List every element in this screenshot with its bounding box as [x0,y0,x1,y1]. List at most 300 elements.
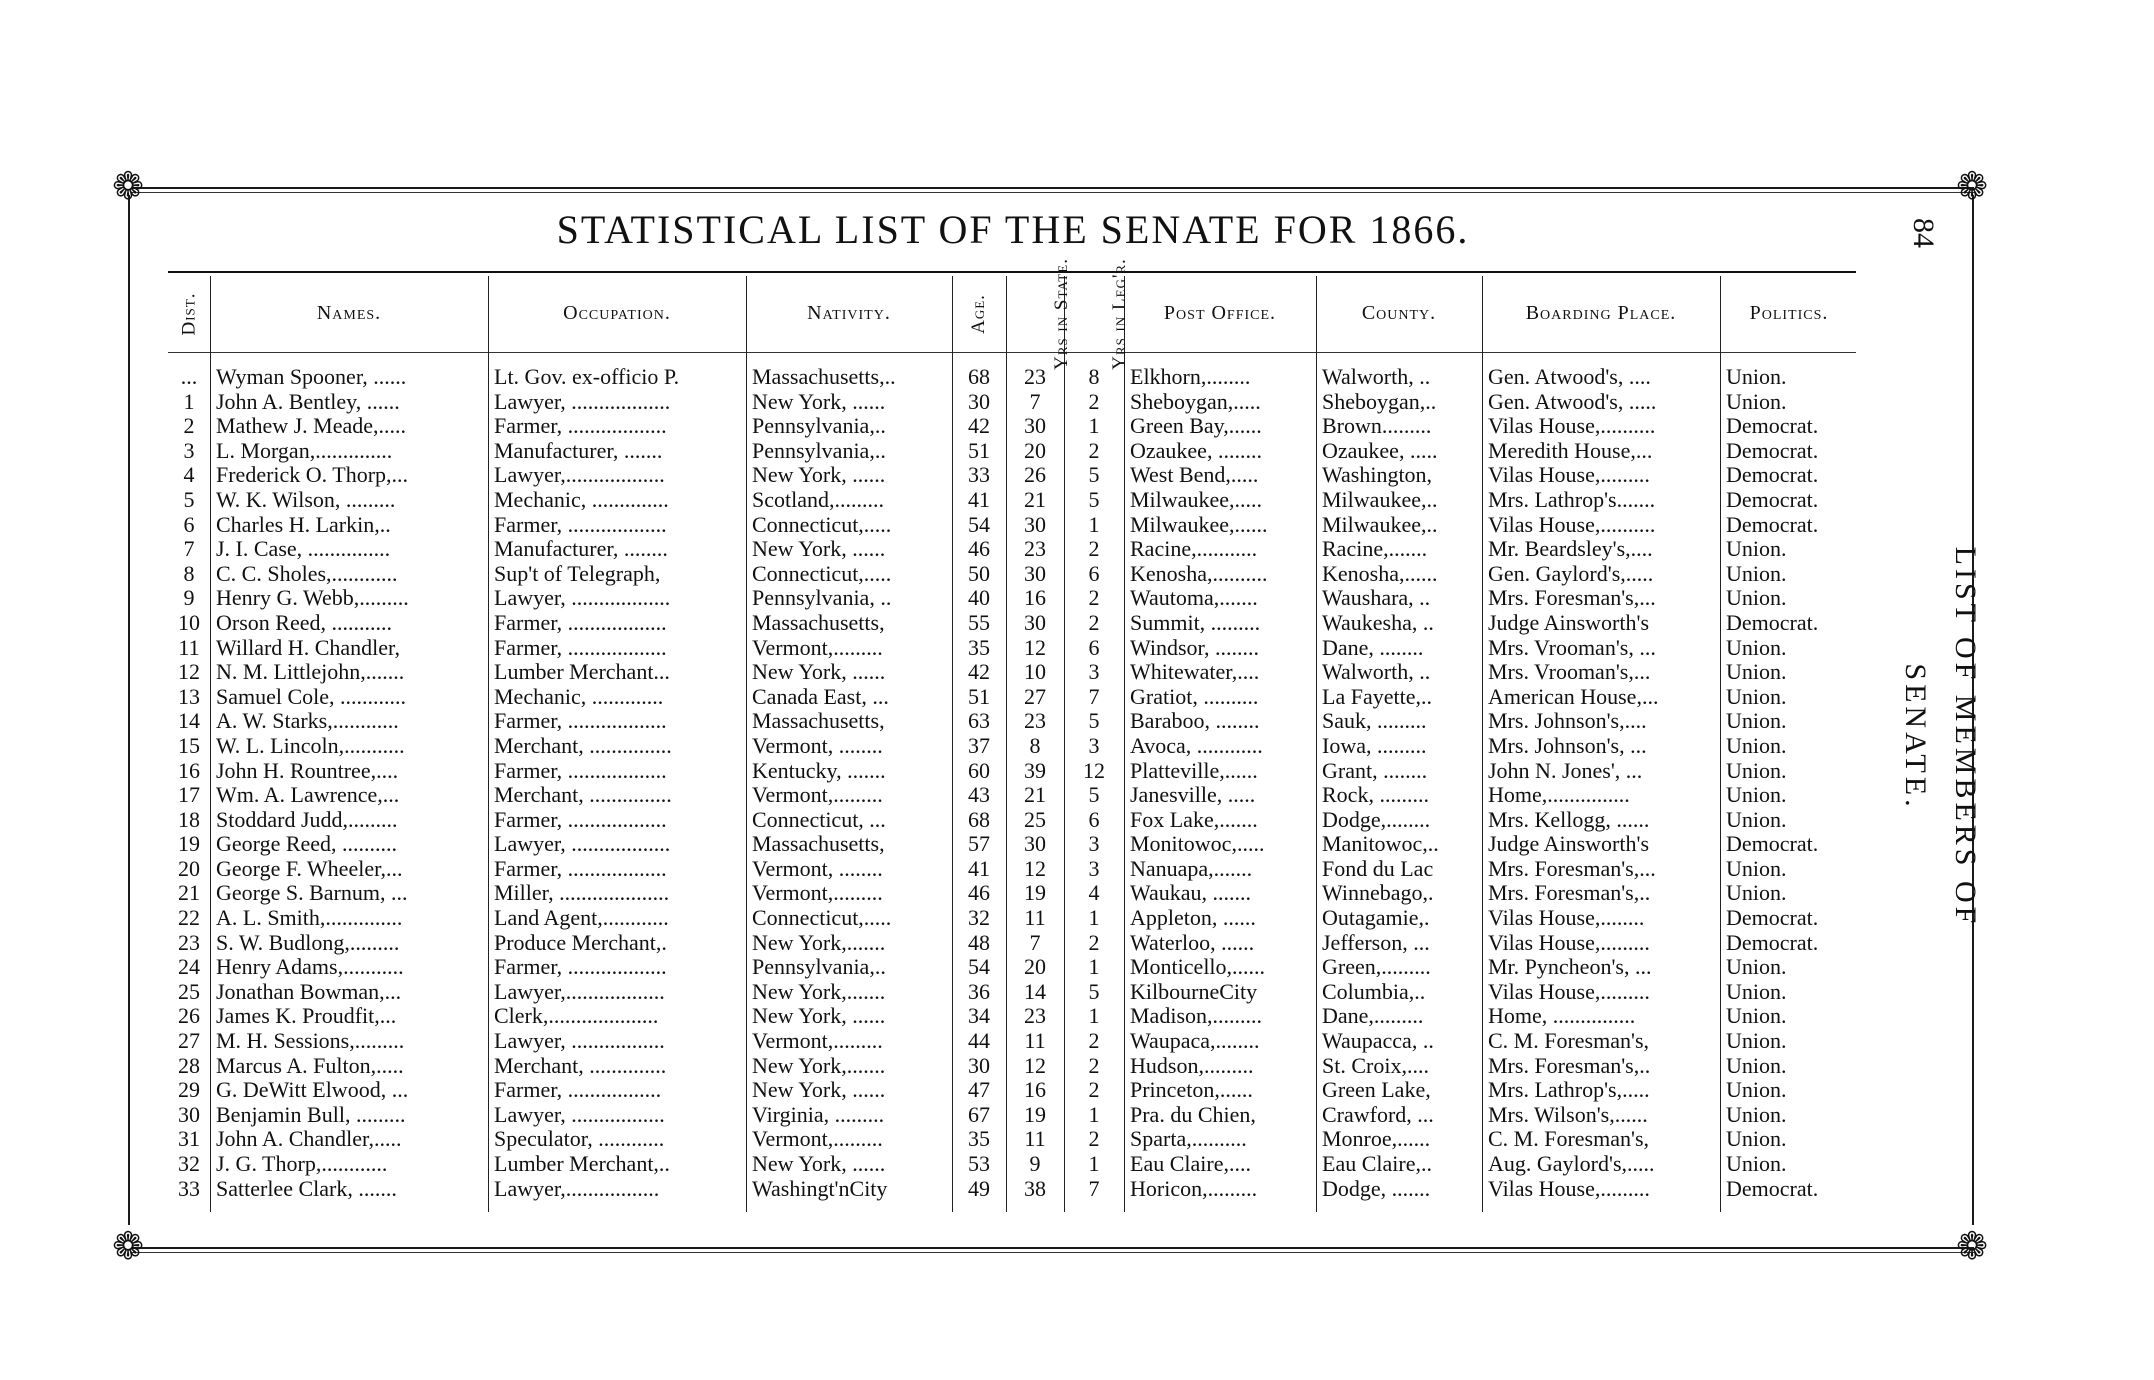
cell-post-office: Madison,......... [1130,1004,1262,1029]
cell-politics: Democrat. [1726,487,1819,512]
cell-yrs-in-leg: 2 [1088,1029,1100,1054]
senate-table [168,257,1858,1201]
cell-politics: Union. [1726,856,1787,881]
table-row [168,931,1858,956]
cell-occupation: Produce Merchant,. [494,930,667,955]
cell-name: Wyman Spooner, ...... [216,364,407,389]
cell-post-office: Green Bay,...... [1130,414,1262,439]
cell-dist: 18 [178,807,200,832]
cell-post-office: Eau Claire,.... [1130,1152,1251,1176]
cell-dist: 33 [178,1176,200,1201]
cell-age: 48 [968,930,990,955]
cell-politics: Union. [1726,807,1787,832]
cell-county: Racine,....... [1322,537,1428,562]
cell-dist: 9 [183,586,195,611]
cell-yrs-in-leg: 2 [1088,1078,1100,1103]
cell-yrs-in-state: 19 [1024,1102,1046,1127]
cell-dist: 4 [183,463,195,488]
cell-yrs-in-leg: 4 [1088,881,1100,906]
table-row [168,783,1858,808]
cell-yrs-in-state: 23 [1024,709,1046,734]
cell-dist: 30 [178,1102,200,1127]
page-title: STATISTICAL LIST OF THE SENATE FOR 1866. [556,207,1470,252]
table-row [168,586,1858,611]
cell-yrs-in-state: 23 [1024,537,1046,562]
cell-dist: 19 [178,832,200,857]
table-row [168,1152,1858,1177]
cell-post-office: Windsor, ........ [1130,635,1260,660]
cell-dist: 32 [178,1152,200,1176]
cell-yrs-in-state: 27 [1024,684,1046,709]
cell-county: Rock, ......... [1322,783,1429,808]
cell-county: Sheboygan,.. [1322,389,1437,414]
cell-yrs-in-leg: 6 [1088,807,1100,832]
cell-politics: Union. [1726,660,1787,685]
cell-dist: 20 [178,856,200,881]
cell-yrs-in-leg: 1 [1088,1152,1100,1176]
cell-yrs-in-leg: 5 [1088,487,1100,512]
cell-boarding-place: Mrs. Johnson's,.... [1488,709,1647,734]
cell-nativity: Connecticut,..... [752,512,892,537]
cell-politics: Democrat. [1726,906,1819,931]
cell-age: 67 [968,1102,990,1127]
cell-yrs-in-state: 12 [1024,856,1046,881]
cell-county: Green Lake, [1322,1078,1431,1103]
table-row [168,1177,1858,1202]
table-row [168,513,1858,538]
cell-post-office: Hudson,......... [1130,1053,1254,1078]
cell-yrs-in-leg: 1 [1088,512,1100,537]
cell-post-office: Waupaca,........ [1130,1029,1260,1054]
cell-boarding-place: Judge Ainsworth's [1488,610,1650,635]
cell-occupation: Lawyer, ................. [494,1029,665,1054]
cell-yrs-in-state: 39 [1024,758,1046,783]
cell-yrs-in-state: 19 [1024,881,1046,906]
table-row [168,1054,1858,1079]
cell-yrs-in-leg: 1 [1088,1004,1100,1029]
table-row [168,390,1858,415]
cell-nativity: Pennsylvania,.. [752,414,886,439]
cell-county: Eau Claire,.. [1322,1152,1432,1176]
cell-yrs-in-state: 11 [1024,1127,1046,1152]
corner-ornament-icon: ❁ [1956,166,1988,208]
cell-occupation: Clerk,.................... [494,1004,659,1029]
cell-county: Dane, ........ [1322,635,1424,660]
cell-occupation: Sup't of Telegraph, [494,561,661,586]
cell-name: Willard H. Chandler, [216,635,400,660]
cell-county: Fond du Lac [1322,856,1434,881]
cell-dist: 3 [183,438,195,463]
cell-age: 54 [968,512,990,537]
cell-name: Henry G. Webb,......... [216,586,409,611]
cell-nativity: New York, ...... [752,1078,886,1103]
cell-occupation: Speculator, ............ [494,1127,665,1152]
cell-county: St. Croix,.... [1322,1053,1429,1078]
cell-yrs-in-state: 11 [1024,1029,1046,1054]
cell-yrs-in-leg: 2 [1088,1127,1100,1152]
cell-age: 44 [968,1029,990,1054]
column-header-post-office: Post Office. [1163,301,1277,324]
cell-name: Frederick O. Thorp,... [216,463,409,488]
cell-age: 41 [968,487,990,512]
cell-age: 43 [968,783,990,808]
table-row [168,1004,1858,1029]
cell-post-office: Summit, ......... [1130,610,1261,635]
cell-politics: Union. [1726,635,1787,660]
table-row [168,562,1858,587]
cell-age: 30 [968,389,990,414]
cell-boarding-place: Aug. Gaylord's,..... [1488,1152,1655,1176]
cell-name: Satterlee Clark, ....... [216,1176,397,1201]
cell-dist: 11 [178,635,200,660]
cell-dist: 10 [178,610,200,635]
cell-boarding-place: Vilas House,......... [1488,930,1650,955]
cell-politics: Union. [1726,586,1787,611]
cell-name: Mathew J. Meade,..... [216,414,407,439]
cell-boarding-place: Mrs. Foresman's,... [1488,856,1656,881]
cell-boarding-place: Mrs. Lathrop's,..... [1488,1078,1650,1103]
cell-yrs-in-state: 8 [1029,733,1041,758]
cell-yrs-in-state: 30 [1024,414,1046,439]
column-header-age: Age. [968,293,989,334]
table-row [168,537,1858,562]
cell-occupation: Manufacturer, ........ [494,537,668,562]
cell-dist: 21 [178,881,200,906]
cell-boarding-place: Gen. Atwood's, .... [1488,364,1651,389]
cell-yrs-in-leg: 1 [1088,955,1100,980]
cell-yrs-in-leg: 5 [1088,979,1100,1004]
column-header-politics: Politics. [1749,301,1829,324]
cell-occupation: Lumber Merchant... [494,660,670,685]
cell-county: Washington, [1322,463,1433,488]
cell-post-office: Fox Lake,....... [1130,807,1258,832]
cell-county: Walworth, .. [1322,660,1431,685]
cell-name: J. G. Thorp,............ [216,1152,388,1176]
cell-county: Kenosha,...... [1322,561,1438,586]
cell-occupation: Lawyer,.................. [494,463,665,488]
cell-post-office: Waukau, ....... [1130,881,1252,906]
cell-dist: 12 [178,660,200,685]
cell-age: 53 [968,1152,990,1176]
cell-age: 63 [968,709,990,734]
cell-yrs-in-leg: 3 [1088,832,1100,857]
cell-name: John A. Chandler,..... [216,1127,402,1152]
cell-dist: 15 [178,733,200,758]
cell-yrs-in-leg: 2 [1088,389,1100,414]
cell-nativity: Vermont, ........ [752,856,883,881]
frame-left-rule [128,195,130,1225]
cell-nativity: New York,....... [752,979,886,1004]
cell-occupation: Farmer, .................. [494,414,667,439]
cell-nativity: Vermont, ........ [752,733,883,758]
cell-yrs-in-leg: 6 [1088,635,1100,660]
column-header-county: County. [1361,301,1437,324]
cell-yrs-in-state: 21 [1024,783,1046,808]
cell-county: Jefferson, ... [1322,930,1430,955]
cell-dist: 2 [183,414,195,439]
cell-nativity: Pennsylvania,.. [752,955,886,980]
table-row [168,611,1858,636]
cell-yrs-in-leg: 7 [1088,684,1100,709]
cell-boarding-place: Mrs. Foresman's,.. [1488,881,1651,906]
cell-post-office: Monitowoc,..... [1130,832,1265,857]
cell-politics: Union. [1726,733,1787,758]
cell-yrs-in-leg: 5 [1088,709,1100,734]
cell-politics: Union. [1726,684,1787,709]
cell-age: 37 [968,733,990,758]
cell-yrs-in-state: 23 [1024,1004,1046,1029]
cell-dist: 28 [178,1053,200,1078]
cell-yrs-in-state: 30 [1024,832,1046,857]
cell-post-office: Nanuapa,....... [1130,856,1253,881]
cell-boarding-place: Mrs. Lathrop's....... [1488,487,1656,512]
table-row [168,709,1858,734]
cell-boarding-place: Mrs. Vrooman's,... [1488,660,1651,685]
cell-boarding-place: Mrs. Foresman's,... [1488,586,1656,611]
cell-occupation: Miller, .................... [494,881,670,906]
cell-county: Milwaukee,.. [1322,512,1438,537]
cell-politics: Democrat. [1726,832,1819,857]
column-header-dist: Dist. [178,292,200,335]
cell-occupation: Farmer, .................. [494,635,667,660]
cell-name: W. L. Lincoln,........... [216,733,405,758]
cell-yrs-in-leg: 6 [1088,561,1100,586]
cell-name: James K. Proudfit,... [216,1004,397,1029]
cell-occupation: Lawyer, .................. [494,586,671,611]
cell-yrs-in-state: 11 [1024,906,1046,931]
cell-boarding-place: C. M. Foresman's, [1488,1029,1650,1054]
cell-yrs-in-state: 16 [1024,1078,1046,1103]
cell-yrs-in-leg: 5 [1088,463,1100,488]
table-row [168,734,1858,759]
cell-dist: 26 [178,1004,200,1029]
cell-age: 46 [968,537,990,562]
cell-name: A. L. Smith,.............. [216,906,403,931]
cell-occupation: Farmer, .................. [494,955,667,980]
cell-post-office: Milwaukee,...... [1130,512,1268,537]
cell-post-office: Pra. du Chien, [1130,1102,1256,1127]
table-row [168,685,1858,710]
column-header-boarding-place: Boarding Place. [1525,301,1677,324]
table-row [168,463,1858,488]
table-row [168,857,1858,882]
cell-county: Waukesha, .. [1322,610,1434,635]
cell-occupation: Farmer, .................. [494,512,667,537]
cell-nativity: Pennsylvania, .. [752,586,892,611]
cell-politics: Union. [1726,1053,1787,1078]
corner-ornament-icon: ❁ [112,166,144,208]
cell-name: Jonathan Bowman,... [216,979,402,1004]
cell-yrs-in-state: 25 [1024,807,1046,832]
cell-county: Columbia,.. [1322,979,1426,1004]
cell-occupation: Mechanic, ............. [494,684,664,709]
cell-occupation: Lawyer, .................. [494,389,671,414]
corner-ornament-icon: ❁ [1956,1226,1988,1268]
cell-age: 47 [968,1078,990,1103]
cell-politics: Union. [1726,955,1787,980]
cell-yrs-in-leg: 2 [1088,537,1100,562]
cell-yrs-in-leg: 2 [1088,438,1100,463]
cell-nativity: Massachusetts,.. [752,364,896,389]
cell-age: 50 [968,561,990,586]
table-row [168,1127,1858,1152]
cell-politics: Union. [1726,1152,1787,1176]
cell-boarding-place: Mr. Pyncheon's, ... [1488,955,1652,980]
cell-yrs-in-state: 30 [1024,610,1046,635]
cell-politics: Union. [1726,364,1787,389]
cell-county: Waupacca, .. [1322,1029,1434,1054]
cell-post-office: Sparta,.......... [1130,1127,1247,1152]
cell-post-office: KilbourneCity [1130,979,1258,1004]
cell-politics: Union. [1726,389,1787,414]
cell-dist: 22 [178,906,200,931]
cell-county: Outagamie,. [1322,906,1430,931]
cell-occupation: Lt. Gov. ex-officio P. [494,364,680,389]
cell-dist: 8 [183,561,195,586]
cell-age: 57 [968,832,990,857]
table-row [168,636,1858,661]
cell-yrs-in-state: 14 [1024,979,1046,1004]
cell-occupation: Manufacturer, ....... [494,438,663,463]
cell-post-office: Ozaukee, ........ [1130,438,1262,463]
cell-yrs-in-state: 26 [1024,463,1046,488]
cell-post-office: Monticello,...... [1130,955,1266,980]
cell-yrs-in-state: 12 [1024,635,1046,660]
cell-politics: Democrat. [1726,930,1819,955]
cell-county: Dodge,........ [1322,807,1431,832]
cell-county: Iowa, ......... [1322,733,1427,758]
cell-boarding-place: Home,............... [1488,783,1630,808]
column-header-names: Names. [316,301,382,324]
page-number: 84 [1907,218,1940,248]
cell-yrs-in-leg: 8 [1088,364,1100,389]
cell-age: 55 [968,610,990,635]
cell-yrs-in-leg: 5 [1088,783,1100,808]
cell-boarding-place: Mrs. Foresman's,.. [1488,1053,1651,1078]
cell-county: Winnebago,. [1322,881,1434,906]
cell-county: Dane,......... [1322,1004,1424,1029]
cell-occupation: Farmer, .................. [494,709,667,734]
cell-boarding-place: Mr. Beardsley's,.... [1488,537,1653,562]
cell-boarding-place: American House,... [1488,684,1659,709]
cell-nativity: New York, ...... [752,389,886,414]
cell-age: 32 [968,906,990,931]
cell-politics: Union. [1726,709,1787,734]
cell-post-office: Baraboo, ........ [1130,709,1260,734]
cell-post-office: Avoca, ............ [1130,733,1263,758]
table-row [168,1078,1858,1103]
cell-name: Benjamin Bull, ......... [216,1102,406,1127]
table-row [168,414,1858,439]
cell-dist: 25 [178,979,200,1004]
cell-yrs-in-leg: 3 [1088,733,1100,758]
cell-county: Brown......... [1322,414,1432,439]
cell-post-office: Whitewater,.... [1130,660,1260,685]
cell-county: Milwaukee,.. [1322,487,1438,512]
cell-politics: Union. [1726,537,1787,562]
cell-nativity: Washingt'nCity [752,1176,888,1201]
cell-boarding-place: Mrs. Wilson's,...... [1488,1102,1648,1127]
cell-age: 51 [968,438,990,463]
cell-post-office: Milwaukee,..... [1130,487,1262,512]
cell-name: N. M. Littlejohn,....... [216,660,405,685]
cell-name: M. H. Sessions,......... [216,1029,405,1054]
cell-name: S. W. Budlong,......... [216,930,400,955]
frame-bottom-rule [132,1247,1974,1249]
column-header-yrs-in-leg: Yrs in Leg'r. [1108,257,1130,370]
cell-age: 68 [968,807,990,832]
cell-boarding-place: Mrs. Vrooman's, ... [1488,635,1656,660]
cell-name: Marcus A. Fulton,..... [216,1053,404,1078]
cell-yrs-in-state: 30 [1024,561,1046,586]
cell-name: George S. Barnum, ... [216,881,408,906]
cell-age: 41 [968,856,990,881]
cell-county: Walworth, .. [1322,364,1431,389]
cell-dist: 13 [178,684,200,709]
cell-yrs-in-state: 9 [1029,1152,1041,1176]
cell-nativity: Kentucky, ....... [752,758,886,783]
cell-age: 40 [968,586,990,611]
cell-nativity: Massachusetts, [752,832,885,857]
cell-age: 30 [968,1053,990,1078]
cell-nativity: Massachusetts, [752,610,885,635]
cell-boarding-place: Mrs. Johnson's, ... [1488,733,1647,758]
column-header-occupation: Occupation. [563,301,671,324]
cell-yrs-in-state: 7 [1029,389,1041,414]
cell-nativity: New York, ...... [752,660,886,685]
cell-occupation: Merchant, ............... [494,733,672,758]
cell-nativity: Vermont,......... [752,783,883,808]
cell-politics: Union. [1726,881,1787,906]
cell-county: Grant, ........ [1322,758,1428,783]
cell-nativity: Vermont,......... [752,1029,883,1054]
frame-top-rule [132,187,1974,189]
table-row [168,660,1858,685]
cell-post-office: Waterloo, ...... [1130,930,1255,955]
cell-nativity: Vermont,......... [752,635,883,660]
cell-dist: 6 [183,512,195,537]
cell-yrs-in-leg: 2 [1088,586,1100,611]
cell-yrs-in-leg: 1 [1088,1102,1100,1127]
cell-yrs-in-leg: 1 [1088,414,1100,439]
table-row [168,439,1858,464]
cell-nativity: Connecticut,..... [752,906,892,931]
table-row [168,881,1858,906]
cell-age: 42 [968,660,990,685]
cell-occupation: Farmer, ................. [494,1078,662,1103]
cell-county: Ozaukee, ..... [1322,438,1438,463]
cell-occupation: Farmer, .................. [494,856,667,881]
cell-nativity: New York, ...... [752,463,886,488]
cell-dist: ... [180,364,198,389]
cell-dist: 27 [178,1029,200,1054]
cell-name: John A. Bentley, ...... [216,389,400,414]
cell-post-office: Elkhorn,........ [1130,364,1251,389]
cell-politics: Union. [1726,1127,1787,1152]
cell-politics: Democrat. [1726,1176,1819,1201]
cell-yrs-in-leg: 2 [1088,1053,1100,1078]
cell-yrs-in-state: 16 [1024,586,1046,611]
cell-politics: Union. [1726,1078,1787,1103]
cell-name: Stoddard Judd,......... [216,807,398,832]
cell-age: 54 [968,955,990,980]
cell-dist: 31 [178,1127,200,1152]
cell-nativity: Canada East, ... [752,684,889,709]
cell-dist: 29 [178,1078,200,1103]
cell-occupation: Mechanic, .............. [494,487,669,512]
cell-county: Green,......... [1322,955,1431,980]
cell-post-office: Platteville,...... [1130,758,1258,783]
